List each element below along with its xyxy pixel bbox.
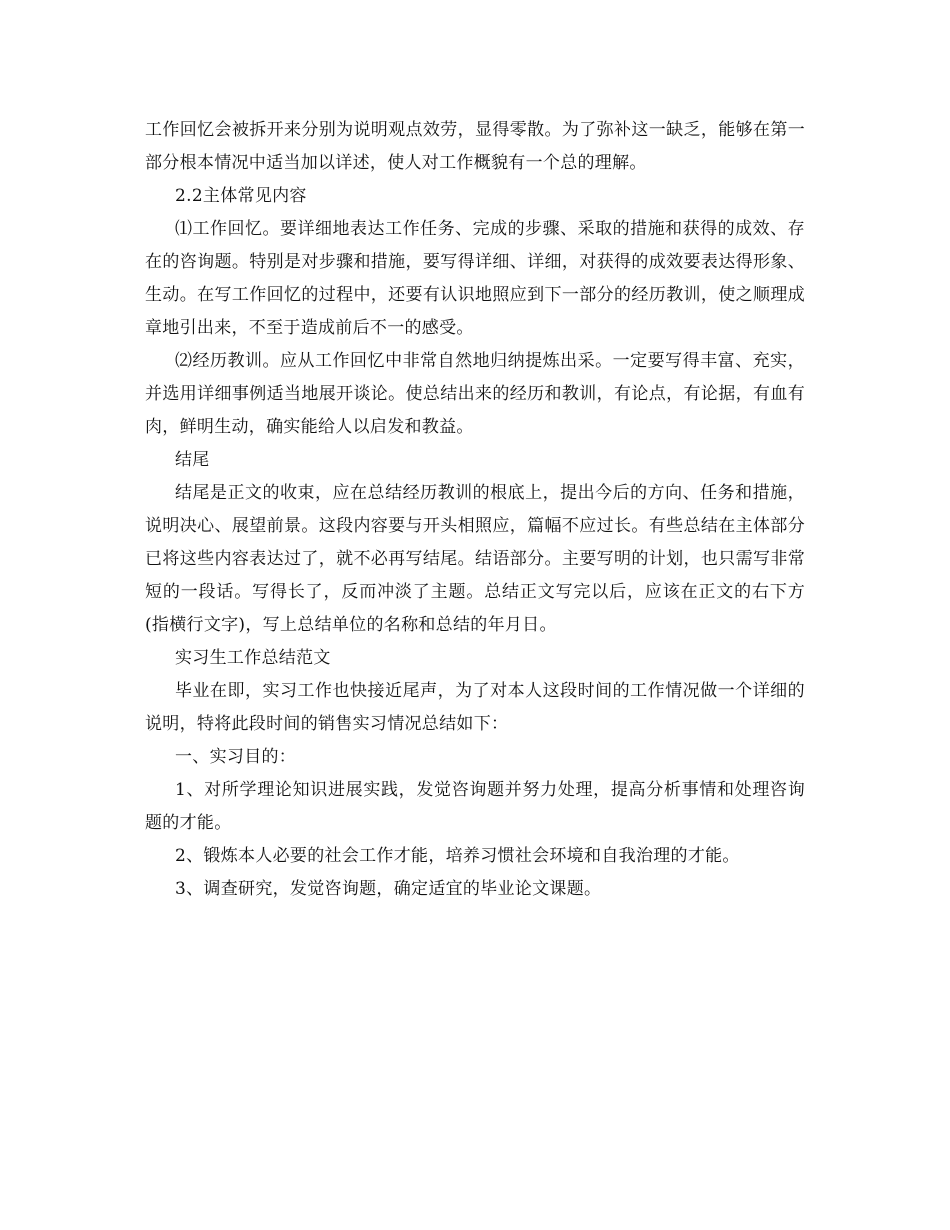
- paragraph-work-review: ⑴工作回忆。要详细地表达工作任务、完成的步骤、采取的措施和获得的成效、存在的咨询题。特别是对步骤和措施，要写得详细、详细，对获得的成效要表达得形象、生动。在写工作回忆的过程中，还要有认识地照应到下一部分的经历教训，使之顺理成章地引出来，不至于造成前后不一的感受。: [145, 219, 805, 338]
- list-item-goal-2: 2、锻炼本人必要的社会工作才能，培养习惯社会环境和自我治理的才能。: [175, 846, 740, 866]
- section-heading-sample: 实习生工作总结范文: [175, 648, 331, 668]
- paragraph-intro-continuation: 工作回忆会被拆开来分别为说明观点效劳，显得零散。为了弥补这一缺乏，能够在第一部分根本情况中适当加以详述，使人对工作概貌有一个总的理解。: [145, 120, 805, 173]
- section-heading-ending: 结尾: [175, 450, 210, 470]
- section-heading-goals: 一、实习目的：: [175, 747, 297, 767]
- list-item-goal-1: 1、对所学理论知识进展实践，发觉咨询题并努力处理，提高分析事情和处理咨询题的才能。: [145, 780, 805, 833]
- list-item-goal-3: 3、调查研究，发觉咨询题，确定适宜的毕业论文课题。: [175, 879, 602, 899]
- document-body: [145, 114, 805, 906]
- section-heading-main-content: 2.2主体常见内容: [175, 186, 307, 206]
- paragraph-ending: 结尾是正文的收束，应在总结经历教训的根底上，提出今后的方向、任务和措施，说明决心、展望前景。这段内容要与开头相照应，篇幅不应过长。有些总结在主体部分已将这些内容表达过了，就不必再写结尾。结语部分。主要写明的计划，也只需写非常短的一段话。写得长了，反而冲淡了主题。总结正文写完以后，应该在正文的右下方(指横行文字)，写上总结单位的名称和总结的年月日。: [145, 483, 805, 635]
- paragraph-sample-intro: 毕业在即，实习工作也快接近尾声，为了对本人这段时间的工作情况做一个详细的说明，特将此段时间的销售实习情况总结如下：: [145, 681, 805, 734]
- paragraph-experience-lessons: ⑵经历教训。应从工作回忆中非常自然地归纳提炼出采。一定要写得丰富、充实，并选用详细事例适当地展开谈论。使总结出来的经历和教训，有论点，有论据，有血有肉，鲜明生动，确实能给人以启发和教益。: [145, 351, 805, 437]
